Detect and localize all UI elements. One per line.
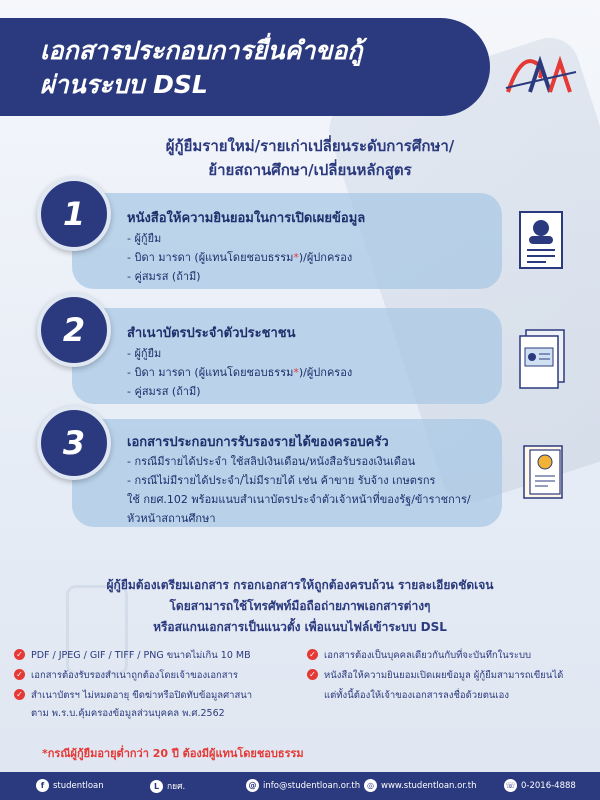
gyosor-logo	[500, 52, 580, 98]
card-1-item-1: - ผู้กู้ยืม	[127, 232, 162, 245]
step-number-1: 1	[37, 177, 111, 251]
check-icon: ✓	[14, 689, 25, 700]
id-card-copy-icon	[516, 326, 568, 390]
page-title	[40, 34, 480, 102]
title-line-2: ผ่านระบบ DSL	[40, 70, 208, 99]
card-1-item-2: - บิดา มารดา (ผู้แทนโดยชอบธรรม*)/ผู้ปกครอง	[127, 251, 353, 264]
subtitle-line-2: ย้ายสถานศึกษา/เปลี่ยนหลักสูตร	[208, 161, 412, 179]
card-2-item-3: - คู่สมรส (ถ้ามี)	[127, 385, 201, 398]
card-3-item-4: หัวหน้าสถานศึกษา	[127, 512, 216, 525]
document-card-3	[72, 419, 502, 527]
card-2-item-2: - บิดา มารดา (ผู้แทนโดยชอบธรรม*)/ผู้ปกครอง	[127, 366, 353, 379]
subtitle-line-1: ผู้กู้ยืมรายใหม่/รายเก่าเปลี่ยนระดับการศึกษา/	[165, 137, 455, 155]
footer-facebook[interactable]: f studentloan	[36, 779, 104, 792]
check-icon: ✓	[307, 669, 318, 680]
footer	[0, 772, 600, 800]
prep-line-1: ผู้กู้ยืมต้องเตรียมเอกสาร กรอกเอกสารให้ถูกต้องครบถ้วน รายละเอียดชัดเจน	[106, 578, 494, 592]
step-number-2: 2	[37, 293, 111, 367]
document-card-2	[72, 308, 502, 404]
card-3-item-2: - กรณีไม่มีรายได้ประจำ/ไม่มีรายได้ เช่น ค้าขาย รับจ้าง เกษตรกร	[127, 474, 436, 487]
prep-line-3: หรือสแกนเอกสารเป็นแนวตั้ง เพื่อแนบไฟล์เข้าระบบ DSL	[153, 620, 447, 634]
header	[0, 0, 600, 118]
card-1-title: หนังสือให้ความยินยอมในการเปิดเผยข้อมูล	[127, 211, 366, 226]
consent-document-icon	[516, 208, 568, 272]
prep-line-2: โดยสามารถใช้โทรศัพท์มือถือถ่ายภาพเอกสารต่างๆ	[169, 599, 431, 613]
card-1-item-3: - คู่สมรส (ถ้ามี)	[127, 270, 201, 283]
step-number-3: 3	[37, 406, 111, 480]
eligibility-subtitle	[110, 134, 510, 182]
income-document-icon	[518, 440, 570, 504]
footer-email[interactable]: @ info@studentloan.or.th	[246, 779, 360, 792]
facebook-icon: f	[36, 779, 49, 792]
card-3-title: เอกสารประกอบการรับรองรายได้ของครอบครัว	[127, 435, 389, 450]
check-icon: ✓	[14, 669, 25, 680]
document-card-1	[72, 193, 502, 289]
card-2-title: สำเนาบัตรประจำตัวประชาชน	[127, 326, 296, 341]
email-icon: @	[246, 779, 259, 792]
line-icon: L	[150, 780, 163, 793]
check-icon: ✓	[14, 649, 25, 660]
title-line-1: เอกสารประกอบการยื่นคำขอกู้	[40, 36, 363, 65]
card-3-item-3: ใช้ กยศ.102 พร้อมแนบสำเนาบัตรประจำตัวเจ้าหน้าที่ของรัฐ/ข้าราชการ/	[127, 493, 471, 506]
phone-icon: ☏	[505, 781, 516, 790]
footer-website[interactable]: ◎ www.studentloan.or.th	[364, 779, 476, 792]
globe-icon: ◎	[364, 779, 377, 792]
guardian-note: *กรณีผู้กู้ยืมอายุต่ำกว่า 20 ปี ต้องมีผู้แทนโดยชอบธรรม	[42, 747, 304, 760]
footer-line[interactable]: L กยศ.	[150, 779, 185, 793]
check-icon: ✓	[307, 649, 318, 660]
preparation-instructions	[20, 575, 580, 638]
card-2-item-1: - ผู้กู้ยืม	[127, 347, 162, 360]
card-3-item-1: - กรณีมีรายได้ประจำ ใช้สลิปเงินเดือน/หนังสือรับรองเงินเดือน	[127, 455, 416, 468]
footer-phone[interactable]: ☏ 0-2016-4888	[505, 781, 576, 791]
